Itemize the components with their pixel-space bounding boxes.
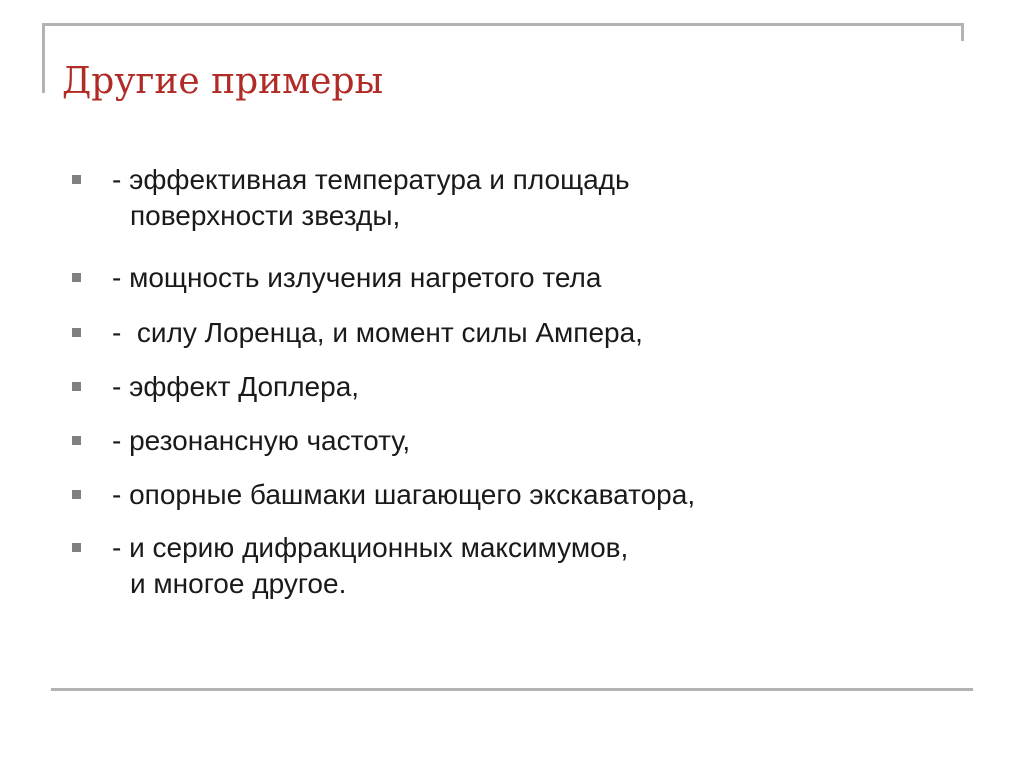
square-bullet-icon xyxy=(72,490,81,499)
bullet-text: - эффект Доплера, xyxy=(112,371,360,402)
bullet-text: - эффективная температура и площадь xyxy=(112,164,630,195)
bullet-text: - силу Лоренца, и момент силы Ампера, xyxy=(112,317,643,348)
bullet-text: - и серию дифракционных максимумов, xyxy=(112,532,629,563)
square-bullet-icon xyxy=(72,543,81,552)
slide-title: Другие примеры xyxy=(62,61,384,102)
square-bullet-icon xyxy=(72,382,81,391)
square-bullet-icon xyxy=(72,328,81,337)
bullet-text-continuation: поверхности звезды, xyxy=(130,200,401,231)
square-bullet-icon xyxy=(72,273,81,282)
bullet-text: - резонансную частоту, xyxy=(112,425,411,456)
bullet-text: - мощность излучения нагретого тела xyxy=(112,262,602,293)
bullet-text-continuation: и многое другое. xyxy=(130,568,347,599)
square-bullet-icon xyxy=(72,175,81,184)
bullet-text: - опорные башмаки шагающего экскаватора, xyxy=(112,479,696,510)
square-bullet-icon xyxy=(72,436,81,445)
